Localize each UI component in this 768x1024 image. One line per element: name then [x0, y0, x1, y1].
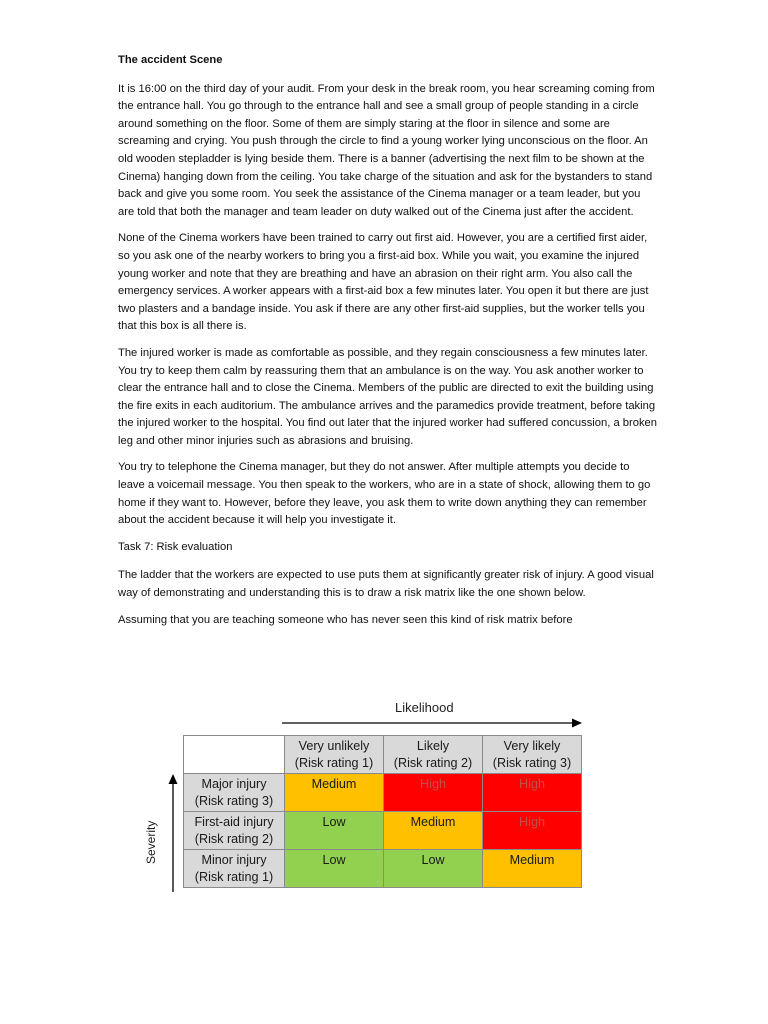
risk-level: Medium	[410, 815, 456, 829]
column-header-rating: (Risk rating 3)	[492, 756, 572, 770]
row-header-minor-injury	[184, 850, 285, 888]
row-header-rating: (Risk rating 2)	[194, 832, 274, 846]
risk-cell	[285, 812, 384, 850]
severity-arrow-icon	[166, 774, 180, 892]
risk-matrix	[140, 694, 600, 909]
column-header-rating: (Risk rating 1)	[294, 756, 374, 770]
row-header-rating: (Risk rating 1)	[194, 870, 274, 884]
risk-cell	[285, 774, 384, 812]
paragraph: None of the Cinema workers have been trained to carry out first aid. However, you are a certified first aider, so you ask one of the nearby workers to bring you a first-aid box. While you wait, you examine the injured young worker and note that they are breathing and have an abrasion on their right arm. You also call the emergency services. A worker appears with a first-aid box a few minutes later. You open it but there are just two plasters and a bandage inside. You ask if there are any other first-aid supplies, but the worker tells you that this box is all there is.	[118, 232, 649, 333]
matrix-header-row	[184, 736, 582, 774]
column-header-very-unlikely	[285, 736, 384, 774]
risk-level: Medium	[509, 853, 555, 867]
risk-cell	[285, 850, 384, 888]
risk-level: High	[420, 777, 446, 791]
paragraph: It is 16:00 on the third day of your audit. From your desk in the break room, you hear screaming coming from the entrance hall. You go through to the entrance hall and see a small group of people standing in a circle around something on the floor. Some of them are simply staring at the floor in silence and some are screaming and crying. You push through the circle to find a young worker lying unconscious on the floor. An old wooden stepladder is lying beside them. There is a banner (advertising the next film to be shown at the Cinema) hanging down from the ceiling. You take charge of the situation and ask for the bystanders to stand back and give you some room. You seek the assistance of the Cinema manager or a team leader, but you are told that both the manager and team leader on duty walked out of the Cinema just after the accident.	[118, 82, 655, 218]
row-header-label: First-aid injury	[194, 815, 274, 829]
risk-level: Medium	[311, 777, 357, 791]
column-header-label: Likely	[416, 739, 450, 753]
document-body	[118, 52, 658, 638]
column-header-very-likely	[483, 736, 582, 774]
severity-axis-label: Severity	[144, 820, 158, 864]
paragraph: The injured worker is made as comfortable as possible, and they regain consciousness a few minutes later. You try to keep them calm by reassuring them that an ambulance is on the way. You ask another worker to clear the entrance hall and to close the Cinema. Members of the public are directed to exit the building using the fire exits in each auditorium. The ambulance arrives and the paramedics provide treatment, before taking the injured worker to the hospital. You find out later that the injured worker had suffered concussion, a broken leg and other minor injuries such as abrasions and bruising.	[118, 346, 657, 447]
risk-level: High	[519, 815, 545, 829]
column-header-label: Very unlikely	[298, 739, 370, 753]
risk-level: Low	[322, 853, 346, 867]
document-heading: The accident Scene	[118, 54, 223, 66]
risk-level: Low	[421, 853, 445, 867]
risk-level: High	[519, 777, 545, 791]
matrix-row-minor-injury	[184, 850, 582, 888]
column-header-likely	[384, 736, 483, 774]
task-paragraph: Assuming that you are teaching someone who has never seen this kind of risk matrix before	[118, 613, 573, 626]
row-header-label: Major injury	[201, 777, 267, 791]
risk-cell	[384, 774, 483, 812]
risk-cell	[384, 850, 483, 888]
row-header-label: Minor injury	[201, 853, 267, 867]
risk-cell	[483, 812, 582, 850]
risk-cell	[384, 812, 483, 850]
column-header-label: Very likely	[503, 739, 561, 753]
likelihood-arrow-icon	[282, 716, 584, 730]
matrix-row-first-aid-injury	[184, 812, 582, 850]
paragraph: You try to telephone the Cinema manager, but they do not answer. After multiple attempts you decide to leave a voicemail message. You then speak to the workers, who are in a state of shock, allowing them to go home if they want to. However, before they leave, you ask them to write down anything they can remember about the accident because it will help you investigate it.	[118, 461, 651, 527]
risk-cell	[483, 850, 582, 888]
task-paragraph: The ladder that the workers are expected to use puts them at significantly greater risk of injury. A good visual way of demonstrating and understanding this is to draw a risk matrix like the one shown below.	[118, 569, 654, 600]
column-header-rating: (Risk rating 2)	[393, 756, 473, 770]
matrix-corner-cell	[184, 736, 285, 774]
risk-cell	[483, 774, 582, 812]
likelihood-axis-label: Likelihood	[395, 700, 454, 715]
risk-level: Low	[322, 815, 346, 829]
risk-matrix-table	[183, 735, 582, 888]
row-header-rating: (Risk rating 3)	[194, 794, 274, 808]
task-title: Task 7: Risk evaluation	[118, 540, 233, 553]
matrix-row-major-injury	[184, 774, 582, 812]
row-header-major-injury	[184, 774, 285, 812]
row-header-first-aid-injury	[184, 812, 285, 850]
